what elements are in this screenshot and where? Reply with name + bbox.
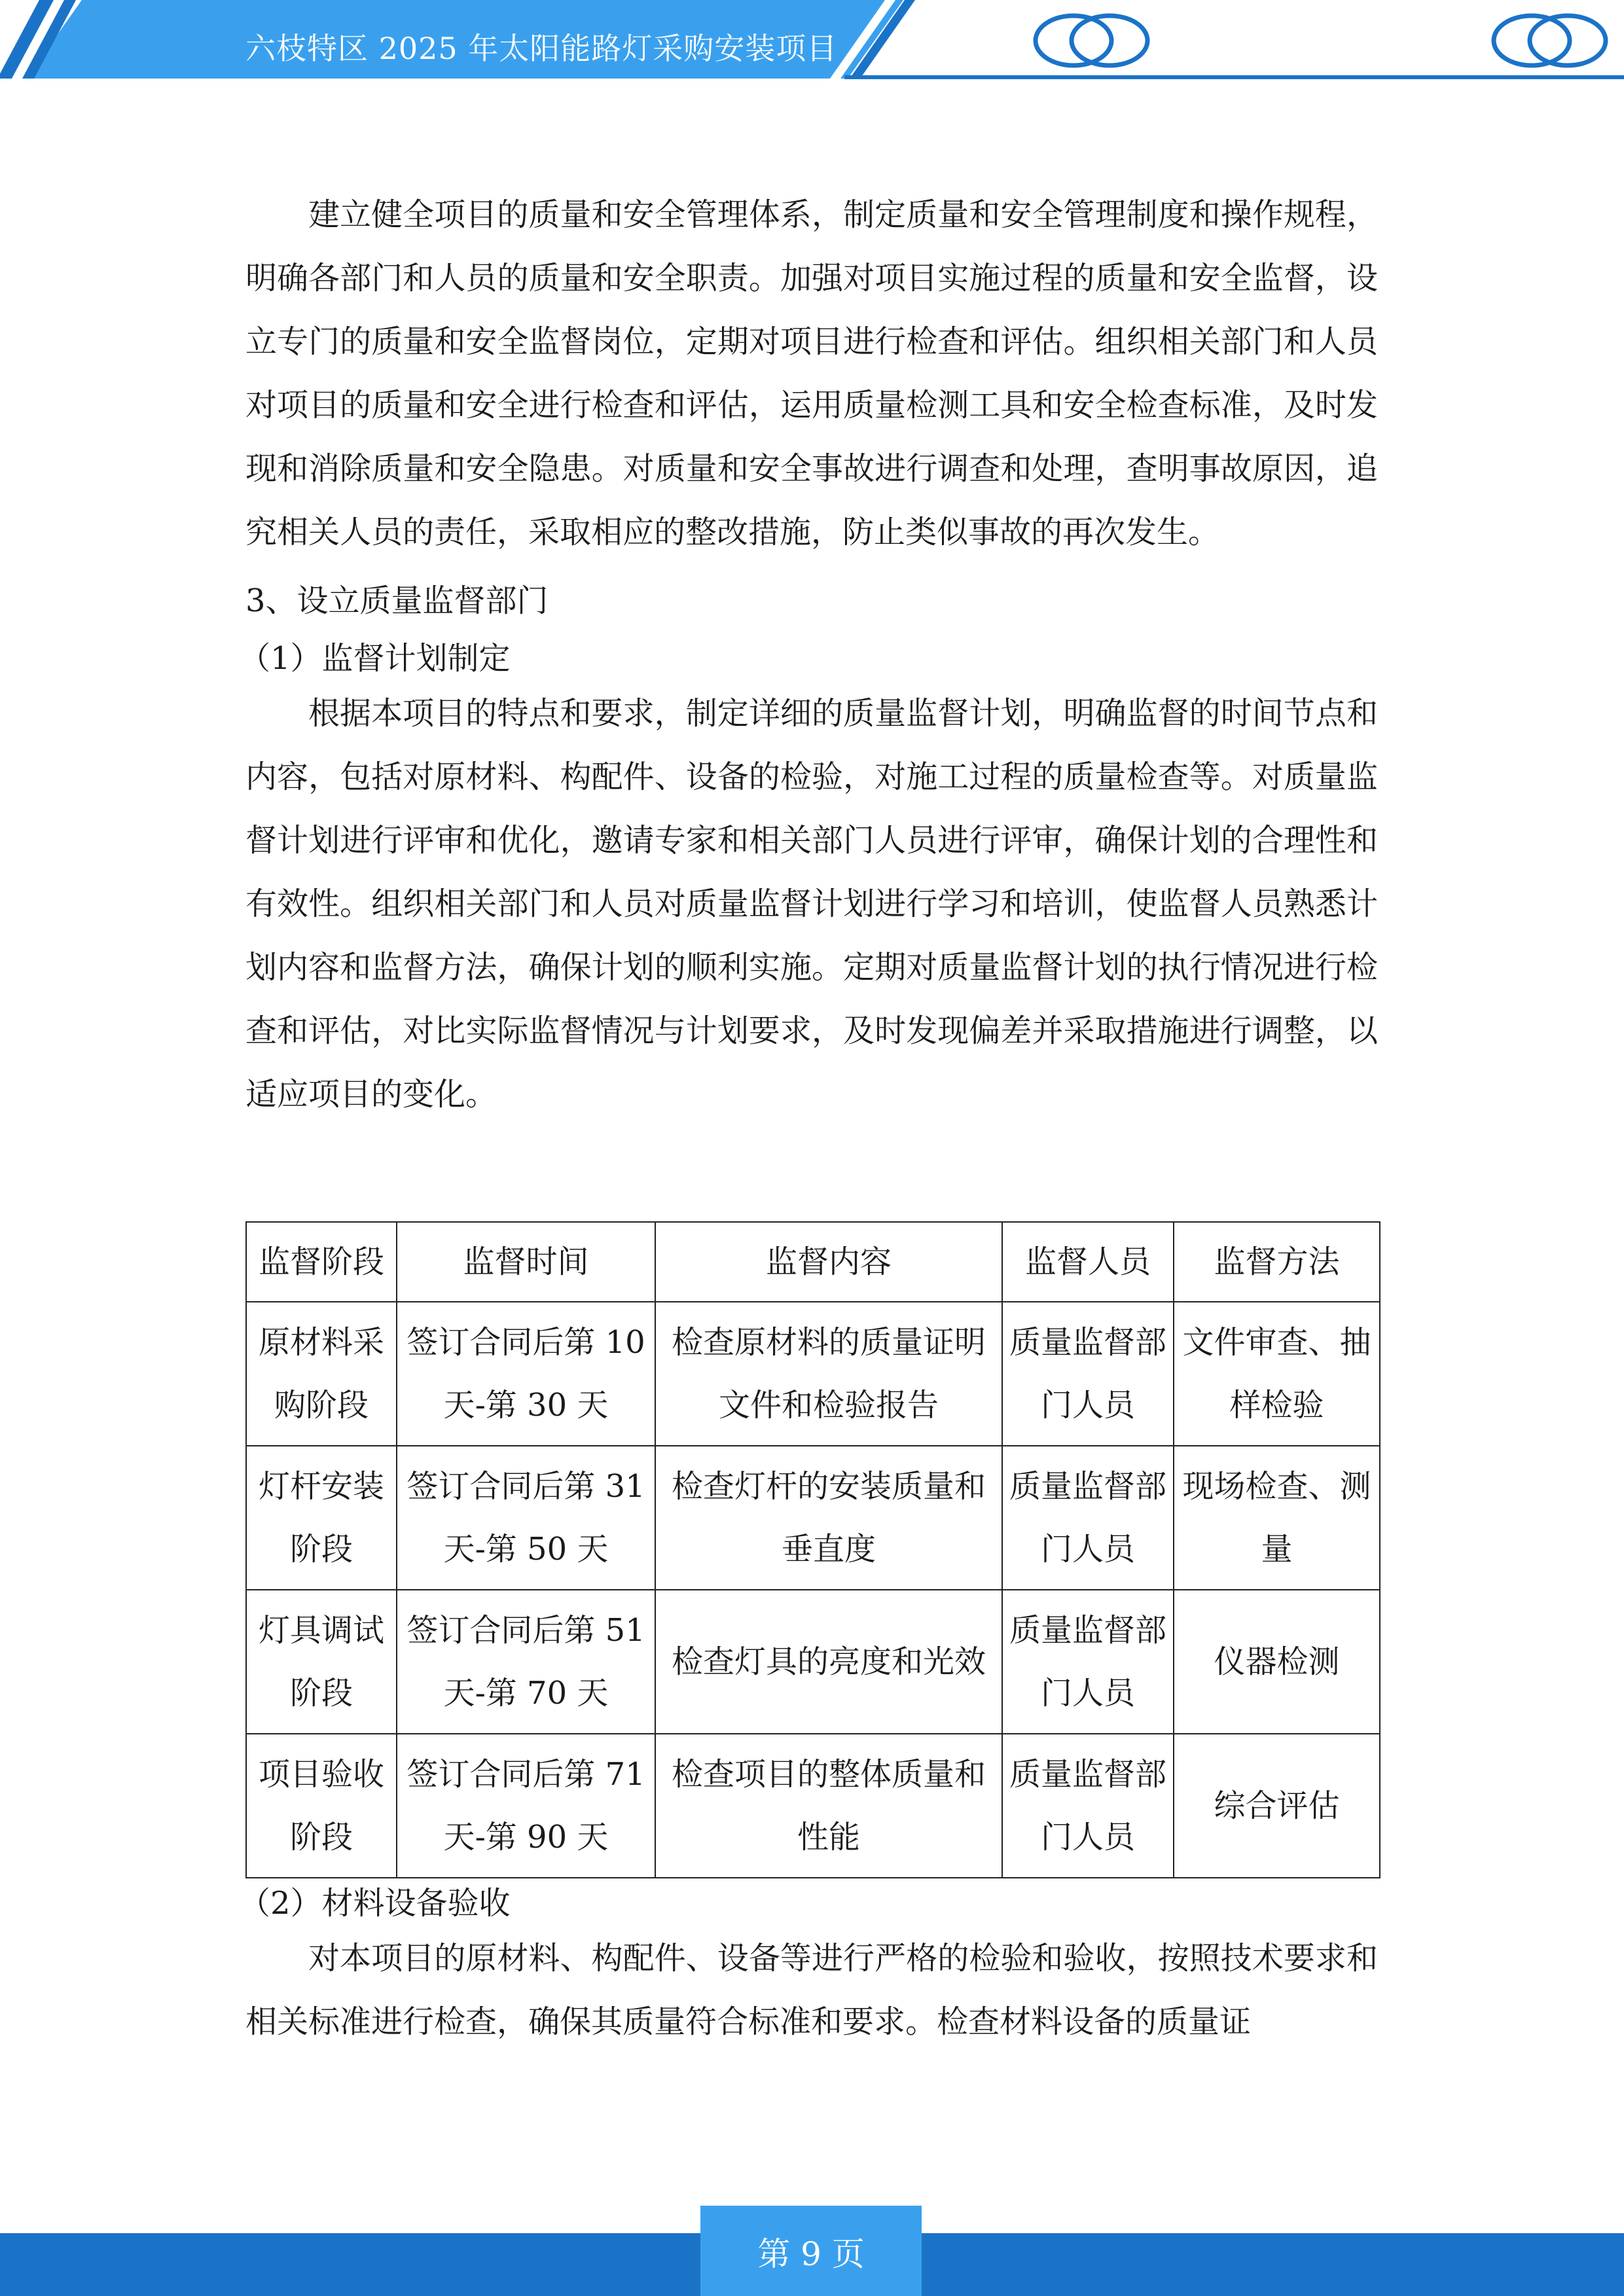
table-cell: 灯杆安装阶段 (246, 1446, 397, 1590)
column-header: 监督内容 (655, 1222, 1002, 1302)
column-header: 监督阶段 (246, 1222, 397, 1302)
table-row (246, 1446, 1380, 1590)
table-row (246, 1590, 1380, 1734)
table-cell: 项目验收阶段 (246, 1734, 397, 1878)
table-cell: 质量监督部门人员 (1002, 1446, 1174, 1590)
column-header: 监督人员 (1002, 1222, 1174, 1302)
column-header: 监督方法 (1174, 1222, 1380, 1302)
table-row (246, 1734, 1380, 1878)
table-cell: 灯具调试阶段 (246, 1590, 397, 1734)
table-cell: 质量监督部门人员 (1002, 1590, 1174, 1734)
table-cell: 检查项目的整体质量和性能 (655, 1734, 1002, 1878)
table-cell: 签订合同后第 51 天-第 70 天 (397, 1590, 655, 1734)
table-cell: 质量监督部门人员 (1002, 1302, 1174, 1446)
subsection-heading: （2）材料设备验收 (239, 1885, 511, 1922)
document-body (239, 183, 1378, 1126)
ring-logo-icon (1036, 16, 1147, 65)
table-cell: 签订合同后第 10 天-第 30 天 (397, 1302, 655, 1446)
section-heading: 3、设立质量监督部门 (245, 583, 549, 619)
paragraph-quality-system: 建立健全项目的质量和安全管理体系，制定质量和安全管理制度和操作规程，明确各部门和人员的质量和安全职责。加强对项目实施过程的质量和安全监督，设立专门的质量和安全监督岗位，定期对项目进行检查和评估。组织相关部门和人员对项目的质量和安全进行检查和评估，运用质量检测工具和安全检查标准，及时发现和消除质量和安全隐患。对质量和安全事故进行调查和处理，查明事故原因，追究相关人员的责任，采取相应的整改措施，防止类似事故的再次发生。 (245, 196, 1378, 550)
table-cell: 文件审查、抽样检验 (1174, 1302, 1380, 1446)
subsection-heading: （1）监督计划制定 (239, 640, 511, 677)
table-header-row (246, 1222, 1380, 1302)
table-cell: 仪器检测 (1174, 1590, 1380, 1734)
table-row (246, 1302, 1380, 1446)
table-cell: 检查灯杆的安装质量和垂直度 (655, 1446, 1002, 1590)
table-cell: 签订合同后第 31 天-第 50 天 (397, 1446, 655, 1590)
table-cell: 原材料采购阶段 (246, 1302, 397, 1446)
page-number: 第 9 页 (757, 2235, 865, 2273)
table-cell: 综合评估 (1174, 1734, 1380, 1878)
paragraph-material-acceptance: 对本项目的原材料、构配件、设备等进行严格的检验和验收，按照技术要求和相关标准进行检查，确保其质量符合标准和要求。检查材料设备的质量证 (245, 1940, 1378, 2040)
supervision-plan-table (245, 1221, 1380, 1878)
header-title: 六枝特区 2025 年太阳能路灯采购安装项目 (245, 31, 838, 66)
table-cell: 质量监督部门人员 (1002, 1734, 1174, 1878)
table-cell: 检查灯具的亮度和光效 (655, 1590, 1002, 1734)
column-header: 监督时间 (397, 1222, 655, 1302)
document-body-continued (239, 1880, 1378, 2054)
table-cell: 签订合同后第 71 天-第 90 天 (397, 1734, 655, 1878)
table-cell: 检查原材料的质量证明文件和检验报告 (655, 1302, 1002, 1446)
table-cell: 现场检查、测量 (1174, 1446, 1380, 1590)
paragraph-supervision-plan: 根据本项目的特点和要求，制定详细的质量监督计划，明确监督的时间节点和内容，包括对原材料、构配件、设备的检验，对施工过程的质量检查等。对质量监督计划进行评审和优化，邀请专家和相关部门人员进行评审，确保计划的合理性和有效性。组织相关部门和人员对质量监督计划进行学习和培训，使监督人员熟悉计划内容和监督方法，确保计划的顺利实施。定期对质量监督计划的执行情况进行检查和评估，对比实际监督情况与计划要求，及时发现偏差并采取措施进行调整，以适应项目的变化。 (245, 695, 1378, 1113)
page-header (0, 0, 1624, 85)
ring-logo-icon-right (1494, 16, 1606, 65)
